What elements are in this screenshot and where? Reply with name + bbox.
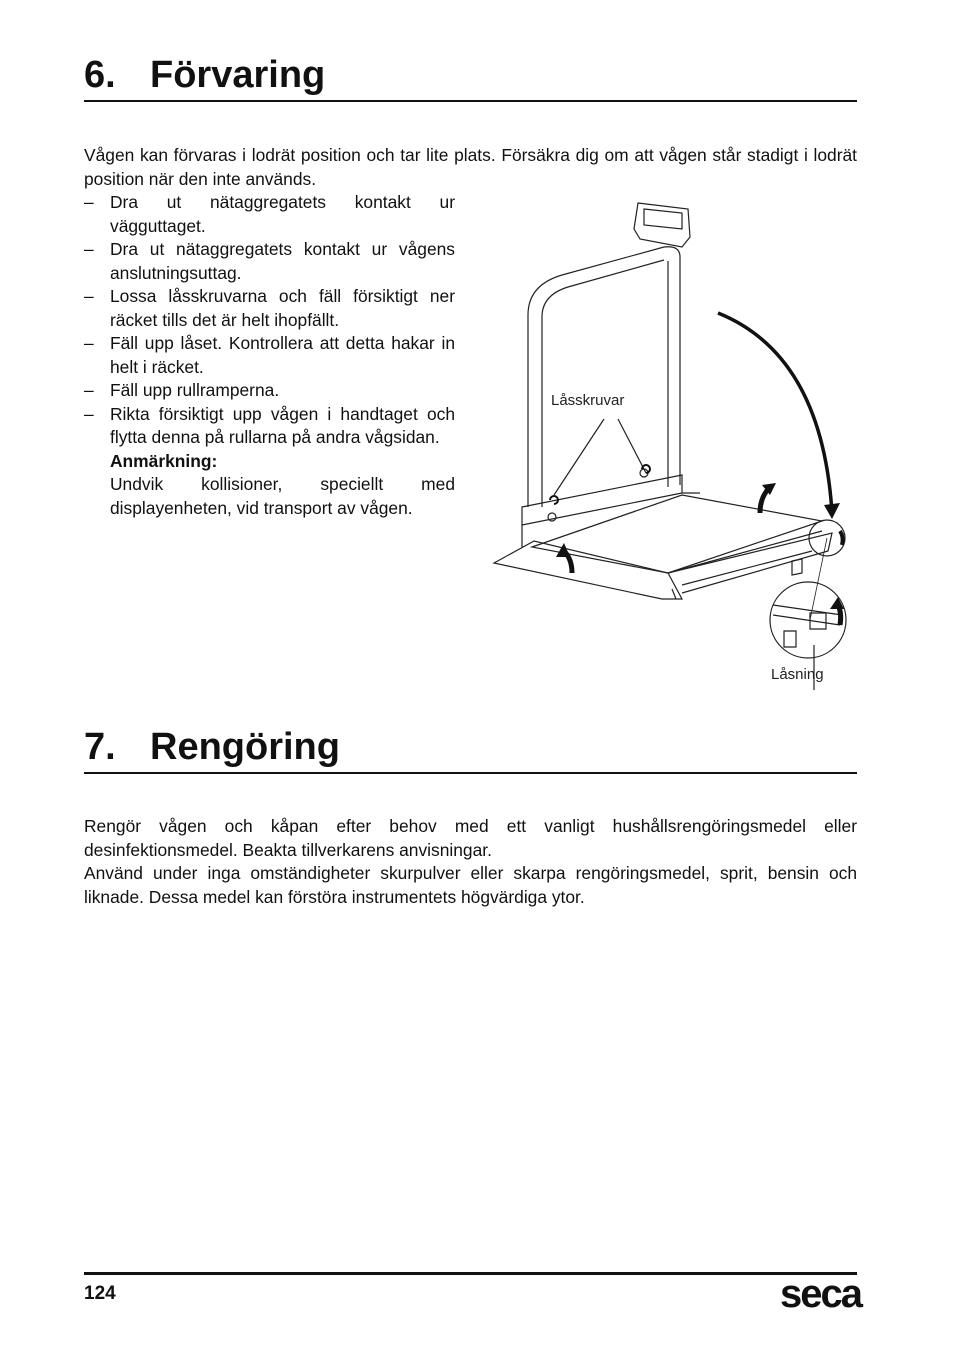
step-text: Rikta försiktigt upp vågen i handtaget och flytta denna på rullarna på andra vågsidan. (110, 403, 455, 447)
note-title: Anmärkning: (110, 450, 218, 471)
page-number: 124 (84, 1283, 116, 1304)
fold-arrow (718, 313, 832, 513)
list-item: – Lossa låsskruvarna och fäll försiktigt ner räcket tills det är helt ihopfällt. (84, 285, 455, 332)
ramp-front (494, 541, 682, 599)
section-6-heading (84, 52, 857, 102)
steps-list (84, 191, 455, 520)
cleaning-paragraph-1: Rengör vågen och kåpan efter behov med ett vanligt hushållsrengöringsmedel eller desinfektionsmedel. Beakta tillverkarens anvisningar. (84, 816, 857, 860)
section-6-intro (84, 144, 857, 191)
list-item: – Fäll upp rullramperna. (84, 379, 455, 403)
step-text: Lossa låsskruvarna och fäll försiktigt ner räcket tills det är helt ihopfällt. (110, 286, 455, 330)
step-text: Dra ut nätaggregatets kontakt ur vägguttaget. (110, 192, 455, 236)
section-6-number: 6. (84, 54, 116, 96)
section-7-number: 7. (84, 726, 116, 768)
section-7-body (84, 815, 857, 909)
list-item: – Rikta försiktigt upp vågen i handtaget och flytta denna på rullarna på andra vågsidan. (84, 403, 455, 450)
scale-drawing (492, 195, 857, 690)
label-lasning: Låsning (771, 666, 824, 683)
list-item: – Fäll upp låset. Kontrollera att detta hakar in helt i räcket. (84, 332, 455, 379)
section-6-title: Förvaring (150, 54, 326, 96)
list-item: – Dra ut nätaggregatets kontakt ur vågens anslutningsuttag. (84, 238, 455, 285)
brand-logo: seca (780, 1272, 861, 1316)
scale-illustration (492, 195, 857, 690)
label-lasskruvar: Låsskruvar (551, 392, 625, 409)
note-text: Undvik kollisioner, speciellt med displayenheten, vid transport av vågen. (110, 474, 455, 518)
intro-text: Vågen kan förvaras i lodrät position och tar lite plats. Försäkra dig om att vågen står stadigt i lodrät position när den inte används. (84, 145, 857, 189)
note (84, 450, 455, 521)
section-7-heading (84, 724, 857, 774)
footer-rule (84, 1272, 857, 1275)
cleaning-paragraph-2: Använd under inga omständigheter skurpulver eller skarpa rengöringsmedel, sprit, bensin och liknade. Dessa medel kan förstöra instrumentets högvärdiga ytor. (84, 863, 857, 907)
section-7-title: Rengöring (150, 726, 340, 768)
step-text: Fäll upp låset. Kontrollera att detta hakar in helt i räcket. (110, 333, 455, 377)
step-text: Fäll upp rullramperna. (110, 380, 280, 400)
list-item: – Dra ut nätaggregatets kontakt ur vägguttaget. (84, 191, 455, 238)
step-text: Dra ut nätaggregatets kontakt ur vågens anslutningsuttag. (110, 239, 455, 283)
platform (532, 495, 822, 573)
